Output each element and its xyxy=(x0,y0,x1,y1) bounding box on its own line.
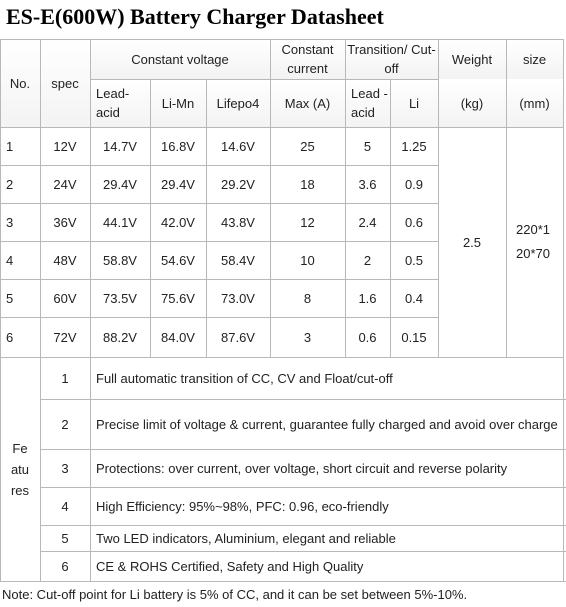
grid-line xyxy=(0,165,438,166)
grid-line xyxy=(206,79,207,357)
row-6-max xyxy=(270,317,345,357)
row-5-limn-text: 75.6V xyxy=(161,290,195,306)
row-4-limn-text: 54.6V xyxy=(161,252,195,268)
feature-2-text-text: Precise limit of voltage & current, guarantee fully charged and avoid over charge xyxy=(96,416,558,432)
row-6-lifepo xyxy=(206,317,270,357)
grid-line xyxy=(390,79,391,357)
row-4-tli-text: 0.5 xyxy=(404,252,424,268)
row-6-max-text: 3 xyxy=(303,329,312,345)
feature-3-text-text: Protections: over current, over voltage, short circuit and reverse polarity xyxy=(96,460,508,476)
header-weight-text: Weight xyxy=(451,51,493,67)
row-1-lifepo xyxy=(206,127,270,165)
header-mm xyxy=(506,79,563,127)
row-3-tli-text: 0.6 xyxy=(404,214,424,230)
feature-2-number-text: 2 xyxy=(61,416,69,432)
row-6-tli xyxy=(390,317,438,357)
row-3-limn xyxy=(150,203,206,241)
grid-line xyxy=(0,357,1,581)
grid-line xyxy=(0,127,563,128)
grid-line xyxy=(345,39,346,357)
grid-line xyxy=(0,279,438,280)
row-3-tli xyxy=(390,203,438,241)
header-lifepo4 xyxy=(206,79,270,127)
header-max-a xyxy=(270,79,345,127)
row-5-max xyxy=(270,279,345,317)
header-no xyxy=(0,39,40,127)
header-lifepo4-text: Lifepo4 xyxy=(216,95,260,111)
header-transition-lead-acid-text: Lead -acid xyxy=(351,86,388,120)
row-5-spec xyxy=(40,279,90,317)
row-2-no-text: 2 xyxy=(6,176,14,192)
feature-6-text xyxy=(90,551,560,581)
feature-3-number-text: 3 xyxy=(61,460,69,476)
footnote-text: Note: Cut-off point for Li battery is 5% of CC, and it can be set between 5%-10%. xyxy=(2,586,468,602)
row-2-lifepo xyxy=(206,165,270,203)
features-label-text: Fe atu res xyxy=(10,440,30,498)
grid-line xyxy=(0,357,563,358)
feature-4-text xyxy=(90,487,560,525)
row-4-max-text: 10 xyxy=(300,252,315,268)
row-3-spec xyxy=(40,203,90,241)
row-6-no xyxy=(0,317,40,357)
row-5-lead xyxy=(90,279,150,317)
row-2-limn xyxy=(150,165,206,203)
feature-6-number xyxy=(40,551,90,581)
footnote xyxy=(0,581,566,607)
grid-line xyxy=(0,241,438,242)
row-6-limn xyxy=(150,317,206,357)
grid-line xyxy=(506,39,507,357)
feature-4-number-text: 4 xyxy=(61,498,69,514)
row-5-no-text: 5 xyxy=(6,290,14,306)
row-6-lead xyxy=(90,317,150,357)
grid-line xyxy=(563,39,564,357)
grid-line xyxy=(0,317,438,318)
row-4-spec xyxy=(40,241,90,279)
row-4-tlead-text: 2 xyxy=(363,252,372,268)
row-5-lead-text: 73.5V xyxy=(103,290,137,306)
row-2-spec xyxy=(40,165,90,203)
grid-line xyxy=(150,79,151,357)
row-4-no-text: 4 xyxy=(6,252,14,268)
row-3-lead-text: 44.1V xyxy=(103,214,137,230)
grid-line xyxy=(40,449,566,450)
header-transition xyxy=(345,39,438,79)
header-kg xyxy=(438,79,506,127)
row-4-lifepo-text: 58.4V xyxy=(221,252,255,268)
grid-line xyxy=(438,39,439,357)
weight-value-text: 2.5 xyxy=(462,234,482,250)
row-6-limn-text: 84.0V xyxy=(161,329,195,345)
row-2-limn-text: 29.4V xyxy=(161,176,195,192)
grid-line xyxy=(270,39,271,357)
row-3-max-text: 12 xyxy=(300,214,315,230)
features-label xyxy=(0,357,40,581)
row-5-tlead xyxy=(345,279,390,317)
row-1-tli-text: 1.25 xyxy=(401,138,427,154)
header-weight xyxy=(438,39,506,79)
header-spec-text: spec xyxy=(51,75,79,91)
weight-value xyxy=(438,127,506,357)
row-2-lead xyxy=(90,165,150,203)
row-6-lead-text: 88.2V xyxy=(103,329,137,345)
grid-line xyxy=(40,525,566,526)
row-4-lead xyxy=(90,241,150,279)
feature-5-text-text: Two LED indicators, Aluminium, elegant and reliable xyxy=(96,530,396,546)
header-li-mn-text: Li-Mn xyxy=(161,95,195,111)
header-mm-text: (mm) xyxy=(519,95,550,111)
header-kg-text: (kg) xyxy=(460,95,484,111)
header-transition-li-text: Li xyxy=(408,95,420,111)
page-title: ES-E(600W) Battery Charger Datasheet xyxy=(6,4,384,29)
header-size xyxy=(506,39,563,79)
feature-1-number-text: 1 xyxy=(61,370,69,386)
row-6-tlead xyxy=(345,317,390,357)
row-4-lead-text: 58.8V xyxy=(103,252,137,268)
row-3-tlead xyxy=(345,203,390,241)
header-lead-acid xyxy=(90,79,150,127)
row-2-max-text: 18 xyxy=(300,176,315,192)
row-5-no xyxy=(0,279,40,317)
row-1-limn-text: 16.8V xyxy=(161,138,195,154)
feature-6-number-text: 6 xyxy=(61,558,69,574)
row-1-no-text: 1 xyxy=(6,138,14,154)
feature-4-number xyxy=(40,487,90,525)
row-2-tlead xyxy=(345,165,390,203)
row-6-spec-text: 72V xyxy=(53,329,77,345)
feature-1-number xyxy=(40,357,90,399)
row-3-no-text: 3 xyxy=(6,214,14,230)
feature-5-number xyxy=(40,525,90,551)
row-2-max xyxy=(270,165,345,203)
row-3-lead xyxy=(90,203,150,241)
row-2-lifepo-text: 29.2V xyxy=(221,176,255,192)
row-5-limn xyxy=(150,279,206,317)
row-3-lifepo-text: 43.8V xyxy=(221,214,255,230)
row-2-tli xyxy=(390,165,438,203)
row-4-lifepo xyxy=(206,241,270,279)
row-4-no xyxy=(0,241,40,279)
row-1-spec-text: 12V xyxy=(53,138,77,154)
row-2-no xyxy=(0,165,40,203)
row-1-lead xyxy=(90,127,150,165)
grid-line xyxy=(90,357,91,581)
row-1-lifepo-text: 14.6V xyxy=(221,138,255,154)
row-3-no xyxy=(0,203,40,241)
row-6-lifepo-text: 87.6V xyxy=(221,329,255,345)
feature-3-number xyxy=(40,449,90,487)
row-1-limn xyxy=(150,127,206,165)
grid-line xyxy=(90,79,438,80)
header-constant-voltage-text: Constant voltage xyxy=(131,51,229,67)
row-4-limn xyxy=(150,241,206,279)
header-transition-li xyxy=(390,79,438,127)
grid-line xyxy=(40,357,41,581)
row-2-lead-text: 29.4V xyxy=(103,176,137,192)
row-6-no-text: 6 xyxy=(6,329,14,345)
header-constant-voltage xyxy=(90,39,270,79)
grid-line xyxy=(40,39,41,357)
size-value xyxy=(506,127,563,357)
header-lead-acid-text: Lead-acid xyxy=(96,86,130,120)
row-1-lead-text: 14.7V xyxy=(103,138,137,154)
size-value-text: 220*1 20*70 xyxy=(516,222,550,261)
header-spec xyxy=(40,39,90,127)
grid-line xyxy=(0,39,1,357)
row-3-limn-text: 42.0V xyxy=(161,214,195,230)
row-6-tli-text: 0.15 xyxy=(401,329,427,345)
datasheet-table xyxy=(0,39,566,602)
row-1-tlead-text: 5 xyxy=(363,138,372,154)
row-4-tlead xyxy=(345,241,390,279)
grid-line xyxy=(0,203,438,204)
feature-4-text-text: High Efficiency: 95%~98%, PFC: 0.96, eco-friendly xyxy=(96,498,389,514)
feature-5-number-text: 5 xyxy=(61,530,69,546)
row-1-spec xyxy=(40,127,90,165)
feature-6-text-text: CE & ROHS Certified, Safety and High Quality xyxy=(96,558,364,574)
row-3-tlead-text: 2.4 xyxy=(358,214,377,230)
row-5-tlead-text: 1.6 xyxy=(358,290,377,306)
row-2-spec-text: 24V xyxy=(53,176,77,192)
feature-3-text xyxy=(90,449,560,487)
row-2-tlead-text: 3.6 xyxy=(358,176,377,192)
row-4-max xyxy=(270,241,345,279)
row-1-tlead xyxy=(345,127,390,165)
feature-2-text xyxy=(90,399,560,449)
header-size-text: size xyxy=(522,51,547,67)
row-3-spec-text: 36V xyxy=(53,214,77,230)
header-li-mn xyxy=(150,79,206,127)
grid-line xyxy=(0,39,563,40)
row-3-max xyxy=(270,203,345,241)
row-5-spec-text: 60V xyxy=(53,290,77,306)
grid-line xyxy=(0,581,566,582)
row-6-tlead-text: 0.6 xyxy=(358,329,377,345)
row-5-tli-text: 0.4 xyxy=(404,290,424,306)
row-1-max xyxy=(270,127,345,165)
row-4-tli xyxy=(390,241,438,279)
header-transition-text: Transition/ Cut-off xyxy=(347,42,436,76)
row-1-tli xyxy=(390,127,438,165)
row-6-spec xyxy=(40,317,90,357)
header-transition-lead-acid xyxy=(345,79,390,127)
header-constant-current xyxy=(270,39,345,79)
feature-1-text-text: Full automatic transition of CC, CV and Float/cut-off xyxy=(96,370,393,386)
row-5-lifepo-text: 73.0V xyxy=(221,290,255,306)
row-2-tli-text: 0.9 xyxy=(404,176,424,192)
row-5-lifepo xyxy=(206,279,270,317)
header-max-a-text: Max (A) xyxy=(284,95,331,111)
row-1-max-text: 25 xyxy=(300,138,315,154)
feature-5-text xyxy=(90,525,560,551)
feature-2-number xyxy=(40,399,90,449)
row-5-max-text: 8 xyxy=(303,290,312,306)
grid-line xyxy=(40,487,566,488)
row-1-no xyxy=(0,127,40,165)
grid-line xyxy=(40,551,566,552)
row-4-spec-text: 48V xyxy=(53,252,77,268)
feature-1-text xyxy=(90,357,560,399)
grid-line xyxy=(90,39,91,357)
grid-line xyxy=(40,399,566,400)
header-no-text: No. xyxy=(9,75,31,91)
header-constant-current-text: Constant current xyxy=(281,42,334,76)
row-3-lifepo xyxy=(206,203,270,241)
row-5-tli xyxy=(390,279,438,317)
grid-line xyxy=(563,357,564,581)
